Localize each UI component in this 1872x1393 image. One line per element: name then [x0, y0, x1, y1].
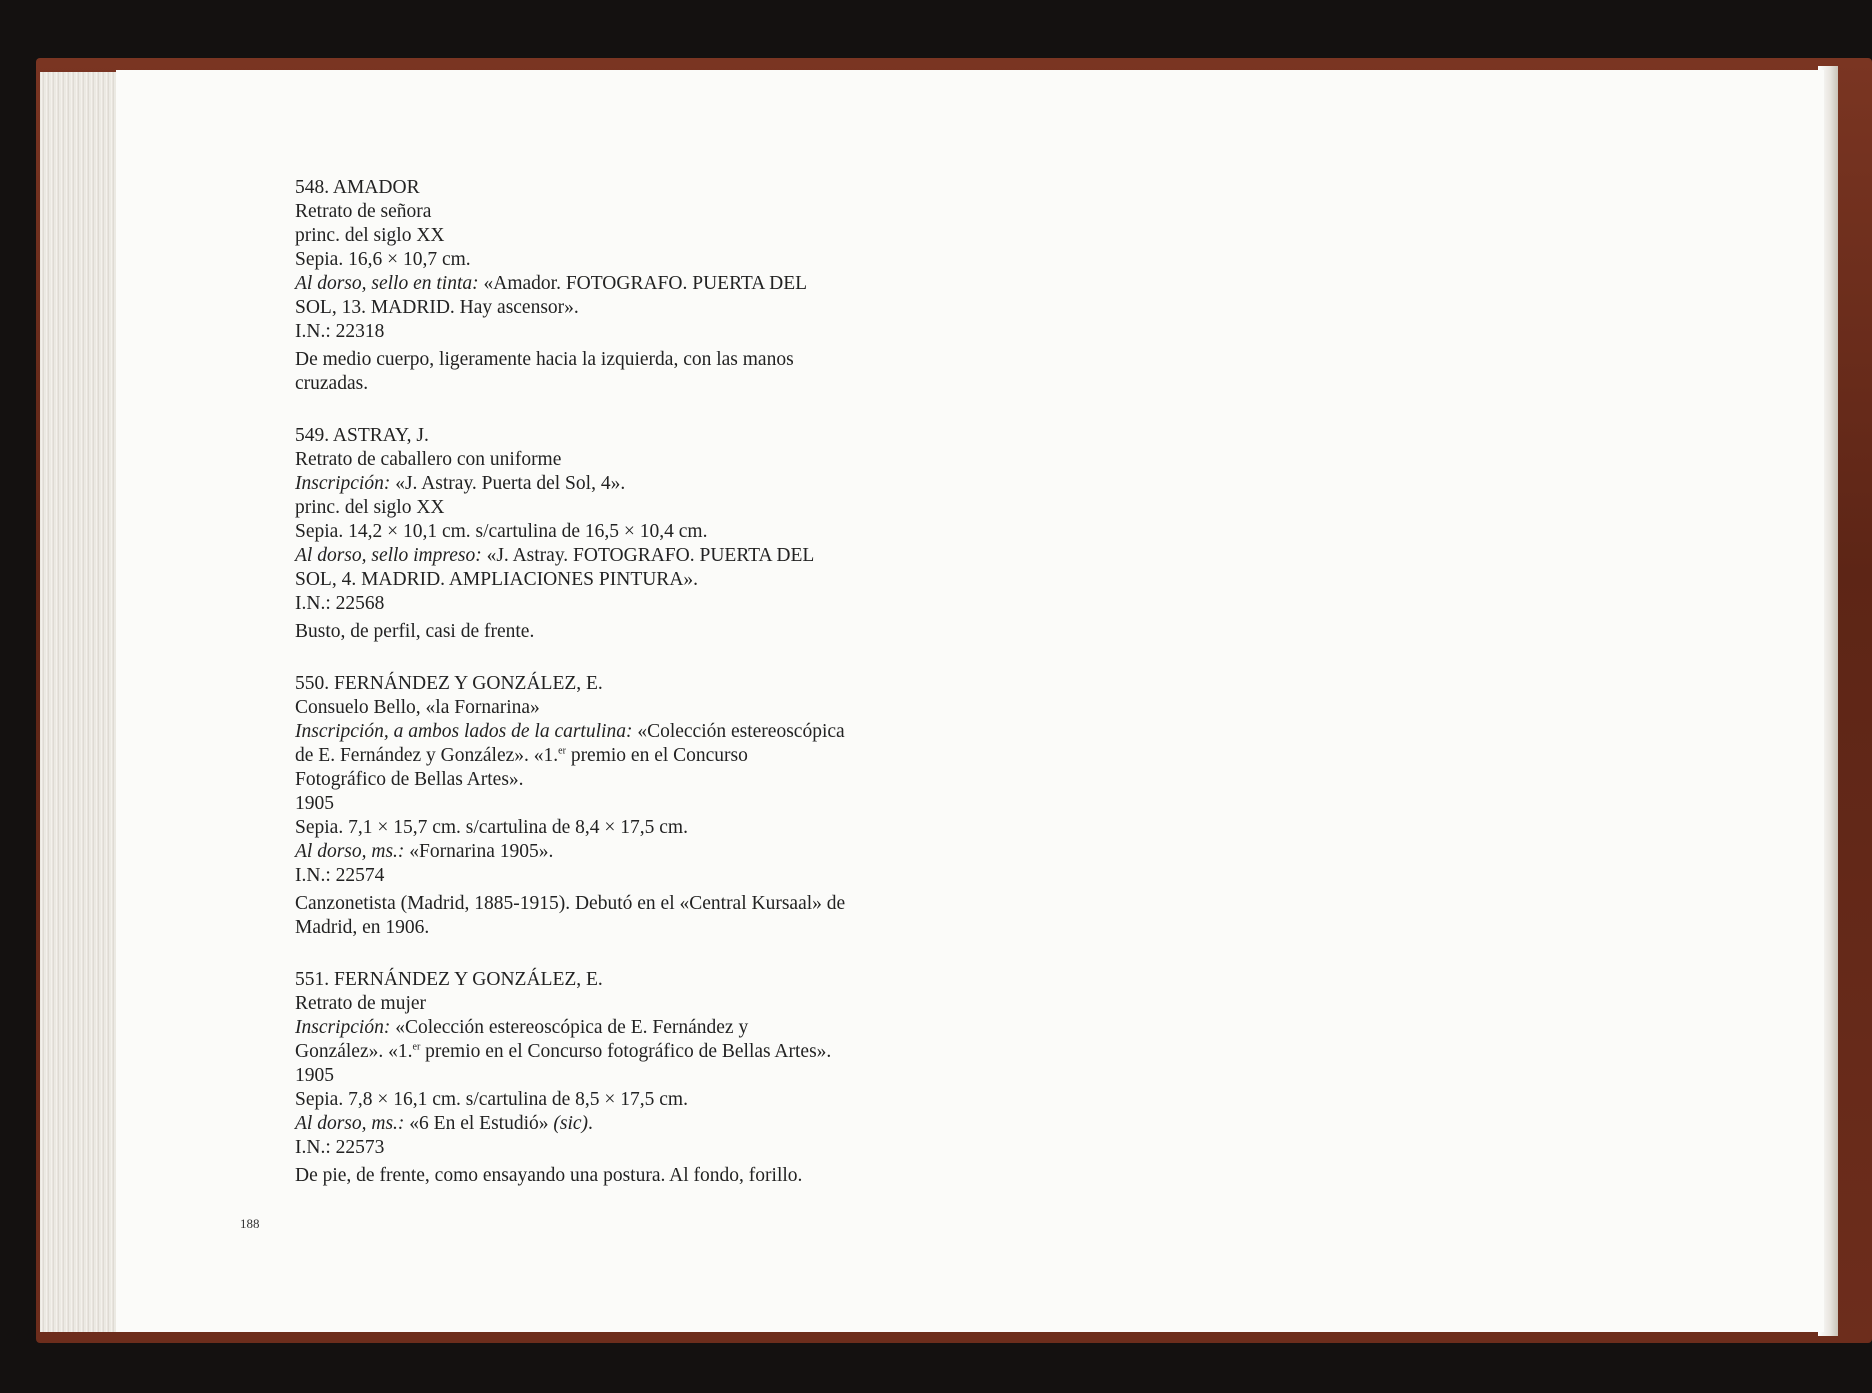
- entry-line: [295, 200, 955, 224]
- line-text: De pie, de frente, como ensayando una postura. Al fondo, forillo.: [295, 1165, 803, 1186]
- entry-line: [295, 1040, 955, 1064]
- line-text: Retrato de mujer: [295, 993, 427, 1014]
- line-text: «6 En el Estudió»: [404, 1113, 554, 1134]
- entry-line: [295, 1016, 955, 1040]
- italic-label: Inscripción:: [295, 473, 391, 494]
- line-text: «Amador. FOTOGRAFO. PUERTA DEL: [478, 273, 808, 294]
- entry-heading: 548. AMADOR: [295, 177, 420, 198]
- entry-line: [295, 248, 955, 272]
- entry-line: [295, 792, 955, 816]
- entry-line: [295, 916, 955, 940]
- line-text: .: [588, 1113, 593, 1134]
- entry-line: [295, 272, 955, 296]
- entry-line: [295, 1136, 955, 1160]
- italic-label: (sic): [553, 1113, 589, 1134]
- entry-line: [295, 1164, 955, 1188]
- entry-line: [295, 544, 955, 568]
- line-text: «Fornarina 1905».: [404, 841, 554, 862]
- entry-line: [295, 472, 955, 496]
- entry-line: [295, 1064, 955, 1088]
- line-text: Canzonetista (Madrid, 1885-1915). Debutó en el «Central Kursaal» de: [295, 893, 846, 914]
- line-text: I.N.: 22568: [295, 593, 385, 614]
- line-text: Sepia. 14,2 × 10,1 cm. s/cartulina de 16,5 × 10,4 cm.: [295, 521, 708, 542]
- line-text: Madrid, en 1906.: [295, 917, 430, 938]
- line-text: I.N.: 22573: [295, 1137, 385, 1158]
- catalog-entry: [295, 176, 955, 396]
- line-text: «J. Astray. FOTOGRAFO. PUERTA DEL: [481, 545, 815, 566]
- entry-line: [295, 348, 955, 372]
- entry-line: [295, 864, 955, 888]
- italic-label: Al dorso, sello impreso:: [295, 545, 482, 566]
- line-text: SOL, 4. MADRID. AMPLIACIONES PINTURA».: [295, 569, 699, 590]
- italic-label: Inscripción:: [295, 1017, 391, 1038]
- italic-label: Al dorso, ms.:: [295, 841, 405, 862]
- entry-line: [295, 892, 955, 916]
- entry-line: [295, 320, 955, 344]
- entry-line: [295, 992, 955, 1016]
- entry-heading: 550. FERNÁNDEZ Y GONZÁLEZ, E.: [295, 673, 603, 694]
- line-text: Sepia. 7,8 × 16,1 cm. s/cartulina de 8,5 × 17,5 cm.: [295, 1089, 688, 1110]
- line-text: I.N.: 22318: [295, 321, 385, 342]
- superscript: er: [558, 745, 566, 757]
- line-text: Consuelo Bello, «la Fornarina»: [295, 697, 540, 718]
- line-text: Retrato de señora: [295, 201, 432, 222]
- entry-line: [295, 1112, 955, 1136]
- entry-line: [295, 520, 955, 544]
- superscript: er: [412, 1041, 421, 1053]
- line-text: De medio cuerpo, ligeramente hacia la izquierda, con las manos: [295, 349, 794, 370]
- line-text: «Colección estereoscópica de E. Fernández y: [390, 1017, 749, 1038]
- line-text: I.N.: 22574: [295, 865, 385, 886]
- catalog-text: [295, 176, 955, 1216]
- line-text: premio en el Concurso: [565, 745, 748, 766]
- line-text: Sepia. 16,6 × 10,7 cm.: [295, 249, 471, 270]
- line-text: González». «1.: [295, 1041, 413, 1062]
- italic-label: Al dorso, ms.:: [295, 1113, 405, 1134]
- entry-line: [295, 1088, 955, 1112]
- line-text: premio en el Concurso fotográfico de Bellas Artes».: [420, 1041, 832, 1062]
- page-edges: [40, 72, 124, 1332]
- italic-label: Inscripción, a ambos lados de la cartulina:: [295, 721, 633, 742]
- entry-heading: 551. FERNÁNDEZ Y GONZÁLEZ, E.: [295, 969, 603, 990]
- entry-line: [295, 696, 955, 720]
- line-text: Busto, de perfil, casi de frente.: [295, 621, 535, 642]
- line-text: Retrato de caballero con uniforme: [295, 449, 562, 470]
- line-text: 1905: [295, 793, 334, 814]
- entry-line: [295, 840, 955, 864]
- catalog-entry: [295, 424, 955, 644]
- line-text: SOL, 13. MADRID. Hay ascensor».: [295, 297, 579, 318]
- entry-line: [295, 448, 955, 472]
- line-text: de E. Fernández y González». «1.: [295, 745, 559, 766]
- entry-line: [295, 224, 955, 248]
- entry-line: [295, 744, 955, 768]
- line-text: princ. del siglo XX: [295, 225, 445, 246]
- page-number: 188: [240, 1216, 260, 1231]
- line-text: «Colección estereoscópica: [632, 721, 845, 742]
- line-text: Sepia. 7,1 × 15,7 cm. s/cartulina de 8,4 × 17,5 cm.: [295, 817, 688, 838]
- italic-label: Al dorso, sello en tinta:: [295, 273, 479, 294]
- line-text: «J. Astray. Puerta del Sol, 4».: [390, 473, 626, 494]
- entry-line: [295, 720, 955, 744]
- catalog-entry: [295, 968, 955, 1188]
- catalog-entry: [295, 672, 955, 940]
- entry-line: [295, 496, 955, 520]
- entry-line: [295, 620, 955, 644]
- entry-line: [295, 816, 955, 840]
- entry-line: [295, 568, 955, 592]
- line-text: 1905: [295, 1065, 334, 1086]
- line-text: princ. del siglo XX: [295, 497, 445, 518]
- line-text: cruzadas.: [295, 373, 369, 394]
- entry-line: [295, 768, 955, 792]
- entry-line: [295, 372, 955, 396]
- entry-line: [295, 296, 955, 320]
- line-text: Fotográfico de Bellas Artes».: [295, 769, 524, 790]
- entry-line: [295, 592, 955, 616]
- entry-heading: 549. ASTRAY, J.: [295, 425, 429, 446]
